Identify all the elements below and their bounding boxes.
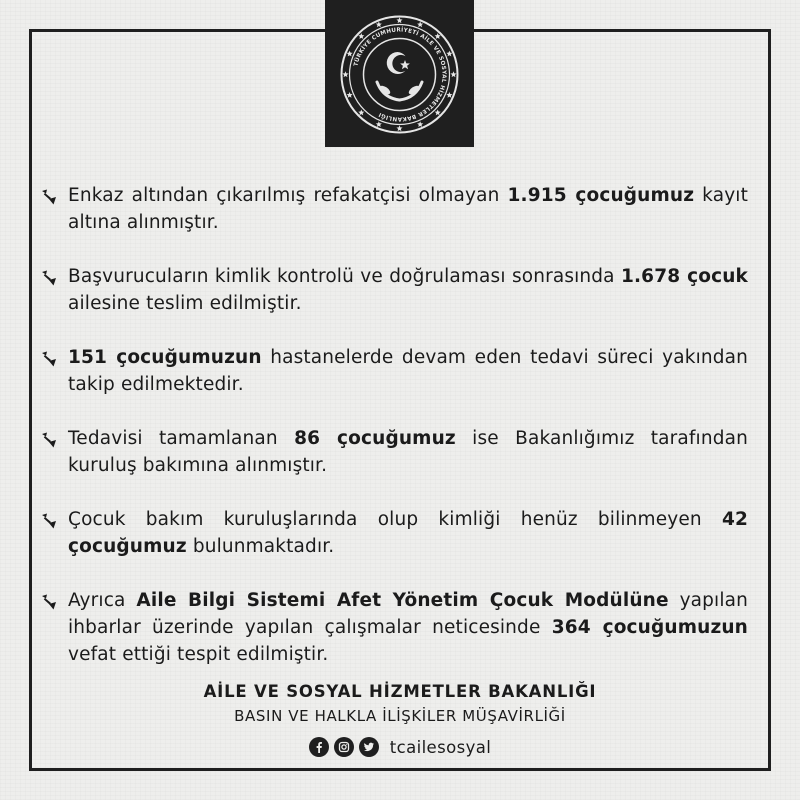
social-handle[interactable]: tcailesosyal	[389, 737, 492, 757]
bullet-arrow-icon	[40, 430, 58, 448]
highlighted-text: 364 çocuğumuzun	[551, 617, 749, 638]
social-links	[0, 737, 800, 757]
facebook-icon[interactable]	[309, 737, 329, 757]
highlighted-text: 1.678 çocuk	[620, 266, 748, 287]
item-text: vefat ettiği tespit edilmiştir.	[68, 644, 329, 665]
seal-star-icon	[396, 125, 402, 131]
item-text: bulunmaktadır.	[186, 536, 335, 557]
seal-star-icon	[417, 121, 423, 127]
seal-star-icon	[446, 92, 452, 98]
seal-star-icon	[376, 121, 382, 127]
item-text: Enkaz altından çıkarılmış refakatçisi olmayan	[68, 185, 508, 206]
highlighted-text: 1.915 çocuğumuz	[507, 185, 695, 206]
item-text: Başvurucuların kimlik kontrolü ve doğrulaması sonrasında	[68, 266, 621, 287]
list-item	[40, 425, 748, 479]
twitter-icon[interactable]	[359, 737, 379, 757]
list-item	[40, 182, 748, 236]
item-text: Ayrıca	[68, 590, 137, 611]
highlighted-text: 151 çocuğumuzun	[68, 347, 262, 368]
highlighted-text: 42 çocuğumuz	[68, 509, 748, 557]
bullet-arrow-icon	[40, 511, 58, 529]
highlighted-text: Aile Bilgi Sistemi Afet Yönetim Çocuk Modülüne	[136, 590, 669, 611]
item-text: Tedavisi tamamlanan	[68, 428, 295, 449]
list-item	[40, 587, 748, 668]
list-item	[40, 344, 748, 398]
footer-department-subtitle: BASIN VE HALKLA İLİŞKİLER MÜŞAVİRLİĞİ	[234, 707, 566, 725]
seal-star-icon	[342, 71, 348, 77]
bullet-arrow-icon	[40, 187, 58, 205]
highlighted-text: 86 çocuğumuz	[294, 428, 456, 449]
statistics-list	[40, 182, 748, 668]
seal-star-icon	[446, 51, 452, 57]
seal-star-icon	[396, 17, 402, 23]
item-text: Çocuk bakım kuruluşlarında olup kimliği henüz bilinmeyen	[68, 509, 722, 530]
seal-star-icon	[347, 92, 353, 98]
seal-star-icon	[376, 21, 382, 27]
seal-star-icon	[347, 51, 353, 57]
bullet-arrow-icon	[40, 268, 58, 286]
instagram-icon[interactable]	[334, 737, 354, 757]
seal-star-icon	[417, 21, 423, 27]
bullet-arrow-icon	[40, 592, 58, 610]
seal-star-icon	[358, 109, 364, 115]
footer-ministry-title: AİLE VE SOSYAL HİZMETLER BAKANLIĞI	[203, 682, 597, 701]
seal-star-icon	[435, 109, 441, 115]
svg-text:TÜRKİYE CUMHURİYETİ AİLE VE SO: TÜRKİYE CUMHURİYETİ AİLE VE SOSYAL HİZMETLER BAKANLIĞI	[353, 27, 447, 122]
item-text: ailesine teslim edilmiştir.	[68, 293, 302, 314]
ministry-seal-icon	[337, 12, 462, 137]
list-item	[40, 506, 748, 560]
logo-header	[325, 0, 474, 147]
seal-star-icon	[450, 71, 456, 77]
item-text: yapılan ihbarlar üzerinde yapılan çalışmalar neticesinde	[68, 590, 748, 638]
list-item	[40, 263, 748, 317]
item-text: kayıt altına alınmıştır.	[68, 185, 748, 233]
bullet-arrow-icon	[40, 349, 58, 367]
item-text: hastanelerde devam eden tedavi süreci yakından takip edilmektedir.	[68, 347, 748, 395]
item-text: ise Bakanlığımız tarafından kuruluş bakımına alınmıştır.	[68, 428, 748, 476]
